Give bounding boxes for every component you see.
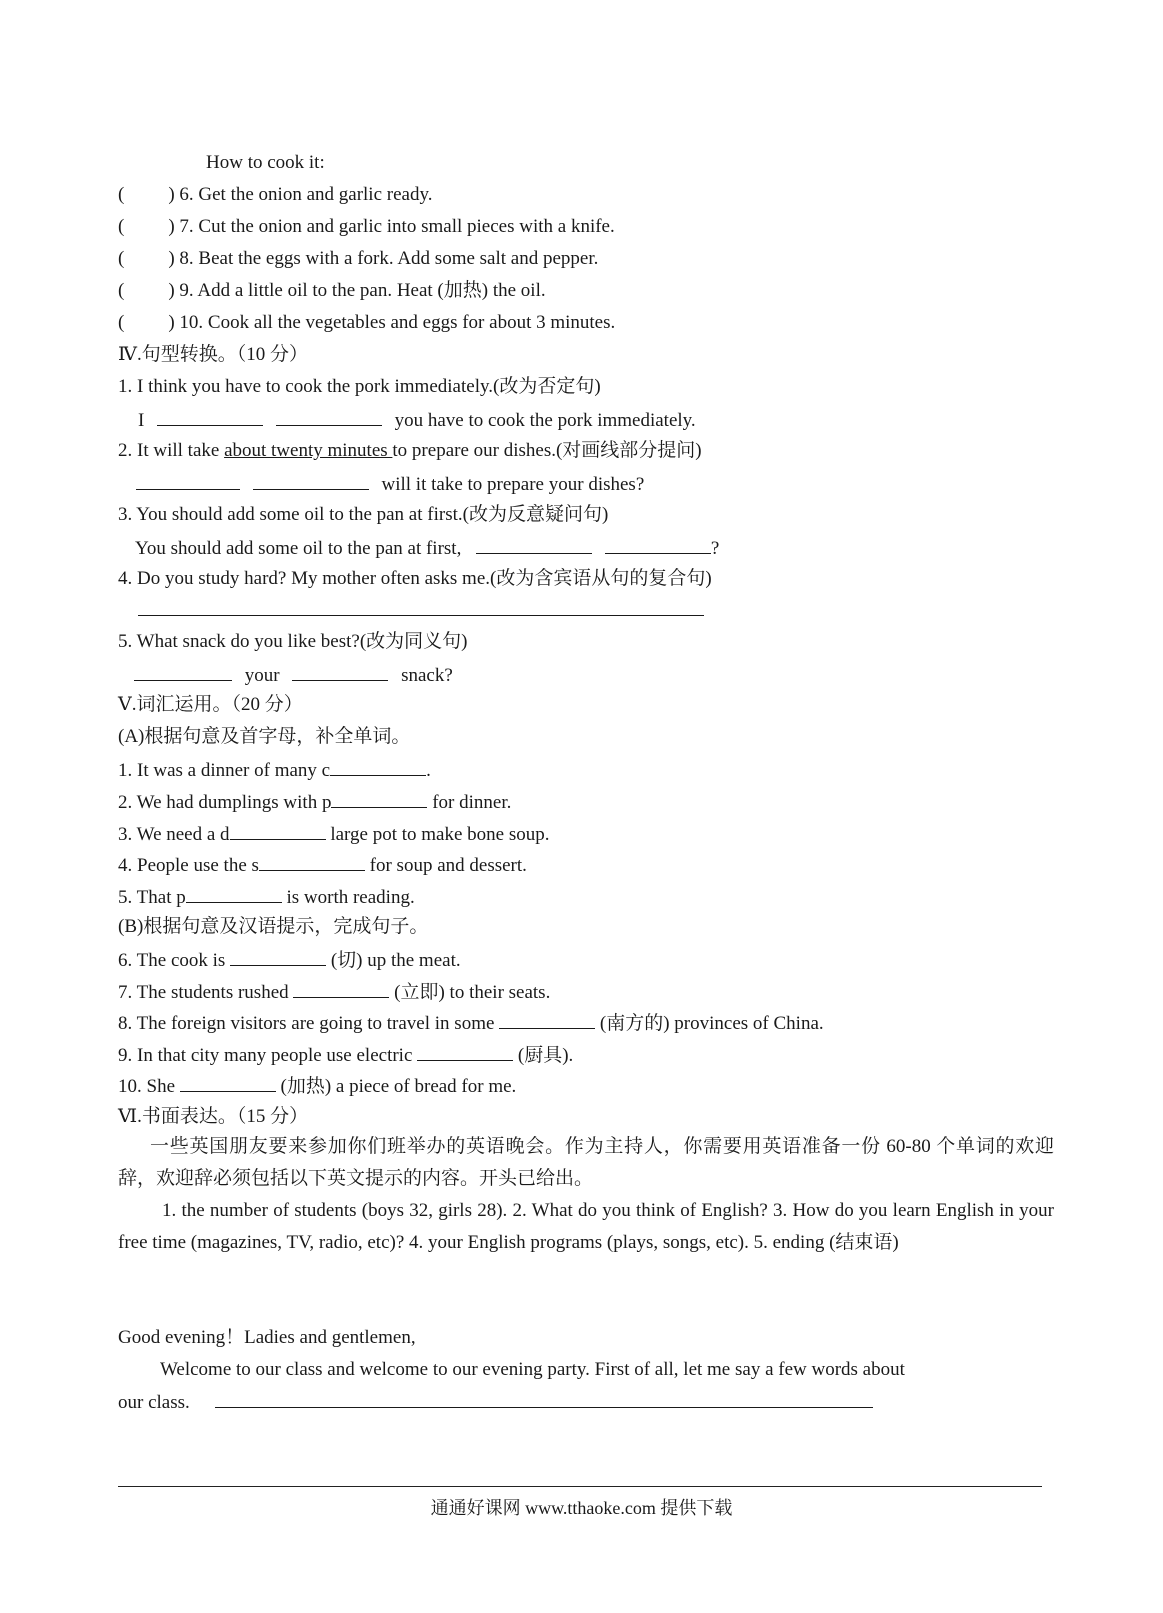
writing-instruction: 一些英国朋友要来参加你们班举办的英语晚会。作为主持人，你需要用英语准备一份 60-80 个单词的欢迎辞，欢迎辞必须包括以下英文提示的内容。开头已给出。 (118, 1136, 1054, 1189)
answer-4-1: I you have to cook the pork immediately. (138, 407, 696, 433)
step-item: ( ) 6. Get the onion and garlic ready. (118, 184, 433, 205)
blank[interactable] (605, 535, 711, 554)
answer-paren: ( (118, 184, 125, 205)
blank[interactable] (293, 979, 389, 998)
question-5-6: 6. The cook is (切) up the meat. (118, 947, 461, 973)
question-5-3: 3. We need a d large pot to make bone soup. (118, 821, 549, 847)
blank[interactable] (476, 535, 592, 554)
question-4-4: 4. Do you study hard? My mother often asks me.(改为含宾语从句的复合句) (118, 568, 712, 589)
part-b-instruction: (B)根据句意及汉语提示，完成句子。 (118, 916, 429, 937)
blank[interactable] (292, 662, 388, 681)
question-5-10: 10. She (加热) a piece of bread for me. (118, 1073, 516, 1099)
writing-hints: 1. the number of students (boys 32, girls 28). 2. What do you think of English? 3. How do you learn English in your free time (magazines, TV, radio, etc)? 4. your English programs (plays, songs, etc). 5. ending (结束语) (118, 1200, 1054, 1253)
blank[interactable] (417, 1042, 513, 1061)
question-5-7: 7. The students rushed (立即) to their seats. (118, 979, 550, 1005)
step-item: ( ) 8. Beat the eggs with a fork. Add some salt and pepper. (118, 248, 599, 269)
question-5-2: 2. We had dumplings with p for dinner. (118, 789, 511, 815)
step-item: ( ) 7. Cut the onion and garlic into small pieces with a knife. (118, 216, 615, 237)
blank[interactable] (259, 852, 365, 871)
answer-paren: ( (118, 216, 125, 237)
blank[interactable] (253, 471, 369, 490)
letter-body-line-1: Welcome to our class and welcome to our evening party. First of all, let me say a few words about (160, 1359, 905, 1380)
answer-paren: ( (118, 312, 125, 333)
footer-text: 通通好课网 www.tthaoke.com 提供下载 (430, 1498, 733, 1518)
section-4-title: Ⅳ.句型转换。（10 分） (118, 344, 308, 365)
section-6-title: Ⅵ.书面表达。（15 分） (118, 1106, 309, 1127)
blank[interactable] (230, 947, 326, 966)
blank[interactable] (186, 884, 282, 903)
blank[interactable] (331, 789, 427, 808)
question-4-5: 5. What snack do you like best?(改为同义句) (118, 631, 468, 652)
blank[interactable] (230, 821, 326, 840)
answer-4-3: You should add some oil to the pan at first, ? (135, 535, 719, 561)
question-4-2: 2. It will take about twenty minutes to prepare our dishes.(对画线部分提问) (118, 440, 702, 461)
step-text: 8. Beat the eggs with a fork. Add some salt and pepper. (179, 248, 599, 269)
question-5-4: 4. People use the s for soup and dessert. (118, 852, 527, 878)
footer-divider (118, 1486, 1042, 1487)
question-5-8: 8. The foreign visitors are going to travel in some (南方的) provinces of China. (118, 1010, 824, 1036)
underlined-phrase: about twenty minutes (224, 440, 393, 461)
question-5-5: 5. That p is worth reading. (118, 884, 415, 910)
letter-greeting: Good evening！Ladies and gentlemen, (118, 1327, 416, 1348)
blank[interactable] (330, 757, 426, 776)
part-a-instruction: (A)根据句意及首字母，补全单词。 (118, 726, 411, 747)
blank[interactable] (136, 471, 240, 490)
question-4-3: 3. You should add some oil to the pan at first.(改为反意疑问句) (118, 504, 609, 525)
blank[interactable] (134, 662, 232, 681)
blank[interactable] (157, 407, 263, 426)
step-text: 9. Add a little oil to the pan. Heat (加热) the oil. (179, 280, 546, 301)
writing-answer-line[interactable] (215, 1389, 873, 1408)
blank[interactable] (180, 1073, 276, 1092)
step-item: ( ) 9. Add a little oil to the pan. Heat (加热) the oil. (118, 280, 546, 301)
step-text: 10. Cook all the vegetables and eggs for about 3 minutes. (179, 312, 616, 333)
question-5-9: 9. In that city many people use electric (厨具). (118, 1042, 573, 1068)
letter-body-line-2: our class. (118, 1389, 873, 1415)
step-text: 7. Cut the onion and garlic into small pieces with a knife. (179, 216, 615, 237)
answer-4-2: will it take to prepare your dishes? (136, 471, 644, 497)
answer-paren: ( (118, 280, 125, 301)
steps-heading: How to cook it: (206, 152, 325, 173)
answer-4-4 (138, 597, 704, 623)
question-5-1: 1. It was a dinner of many c . (118, 757, 431, 783)
section-5-title: Ⅴ.词汇运用。（20 分） (118, 694, 303, 715)
step-text: 6. Get the onion and garlic ready. (179, 184, 433, 205)
answer-4-5: your snack? (134, 662, 453, 688)
blank[interactable] (138, 597, 704, 616)
question-4-1: 1. I think you have to cook the pork immediately.(改为否定句) (118, 376, 601, 397)
blank[interactable] (499, 1010, 595, 1029)
answer-paren: ( (118, 248, 125, 269)
step-item: ( ) 10. Cook all the vegetables and eggs for about 3 minutes. (118, 312, 616, 333)
blank[interactable] (276, 407, 382, 426)
